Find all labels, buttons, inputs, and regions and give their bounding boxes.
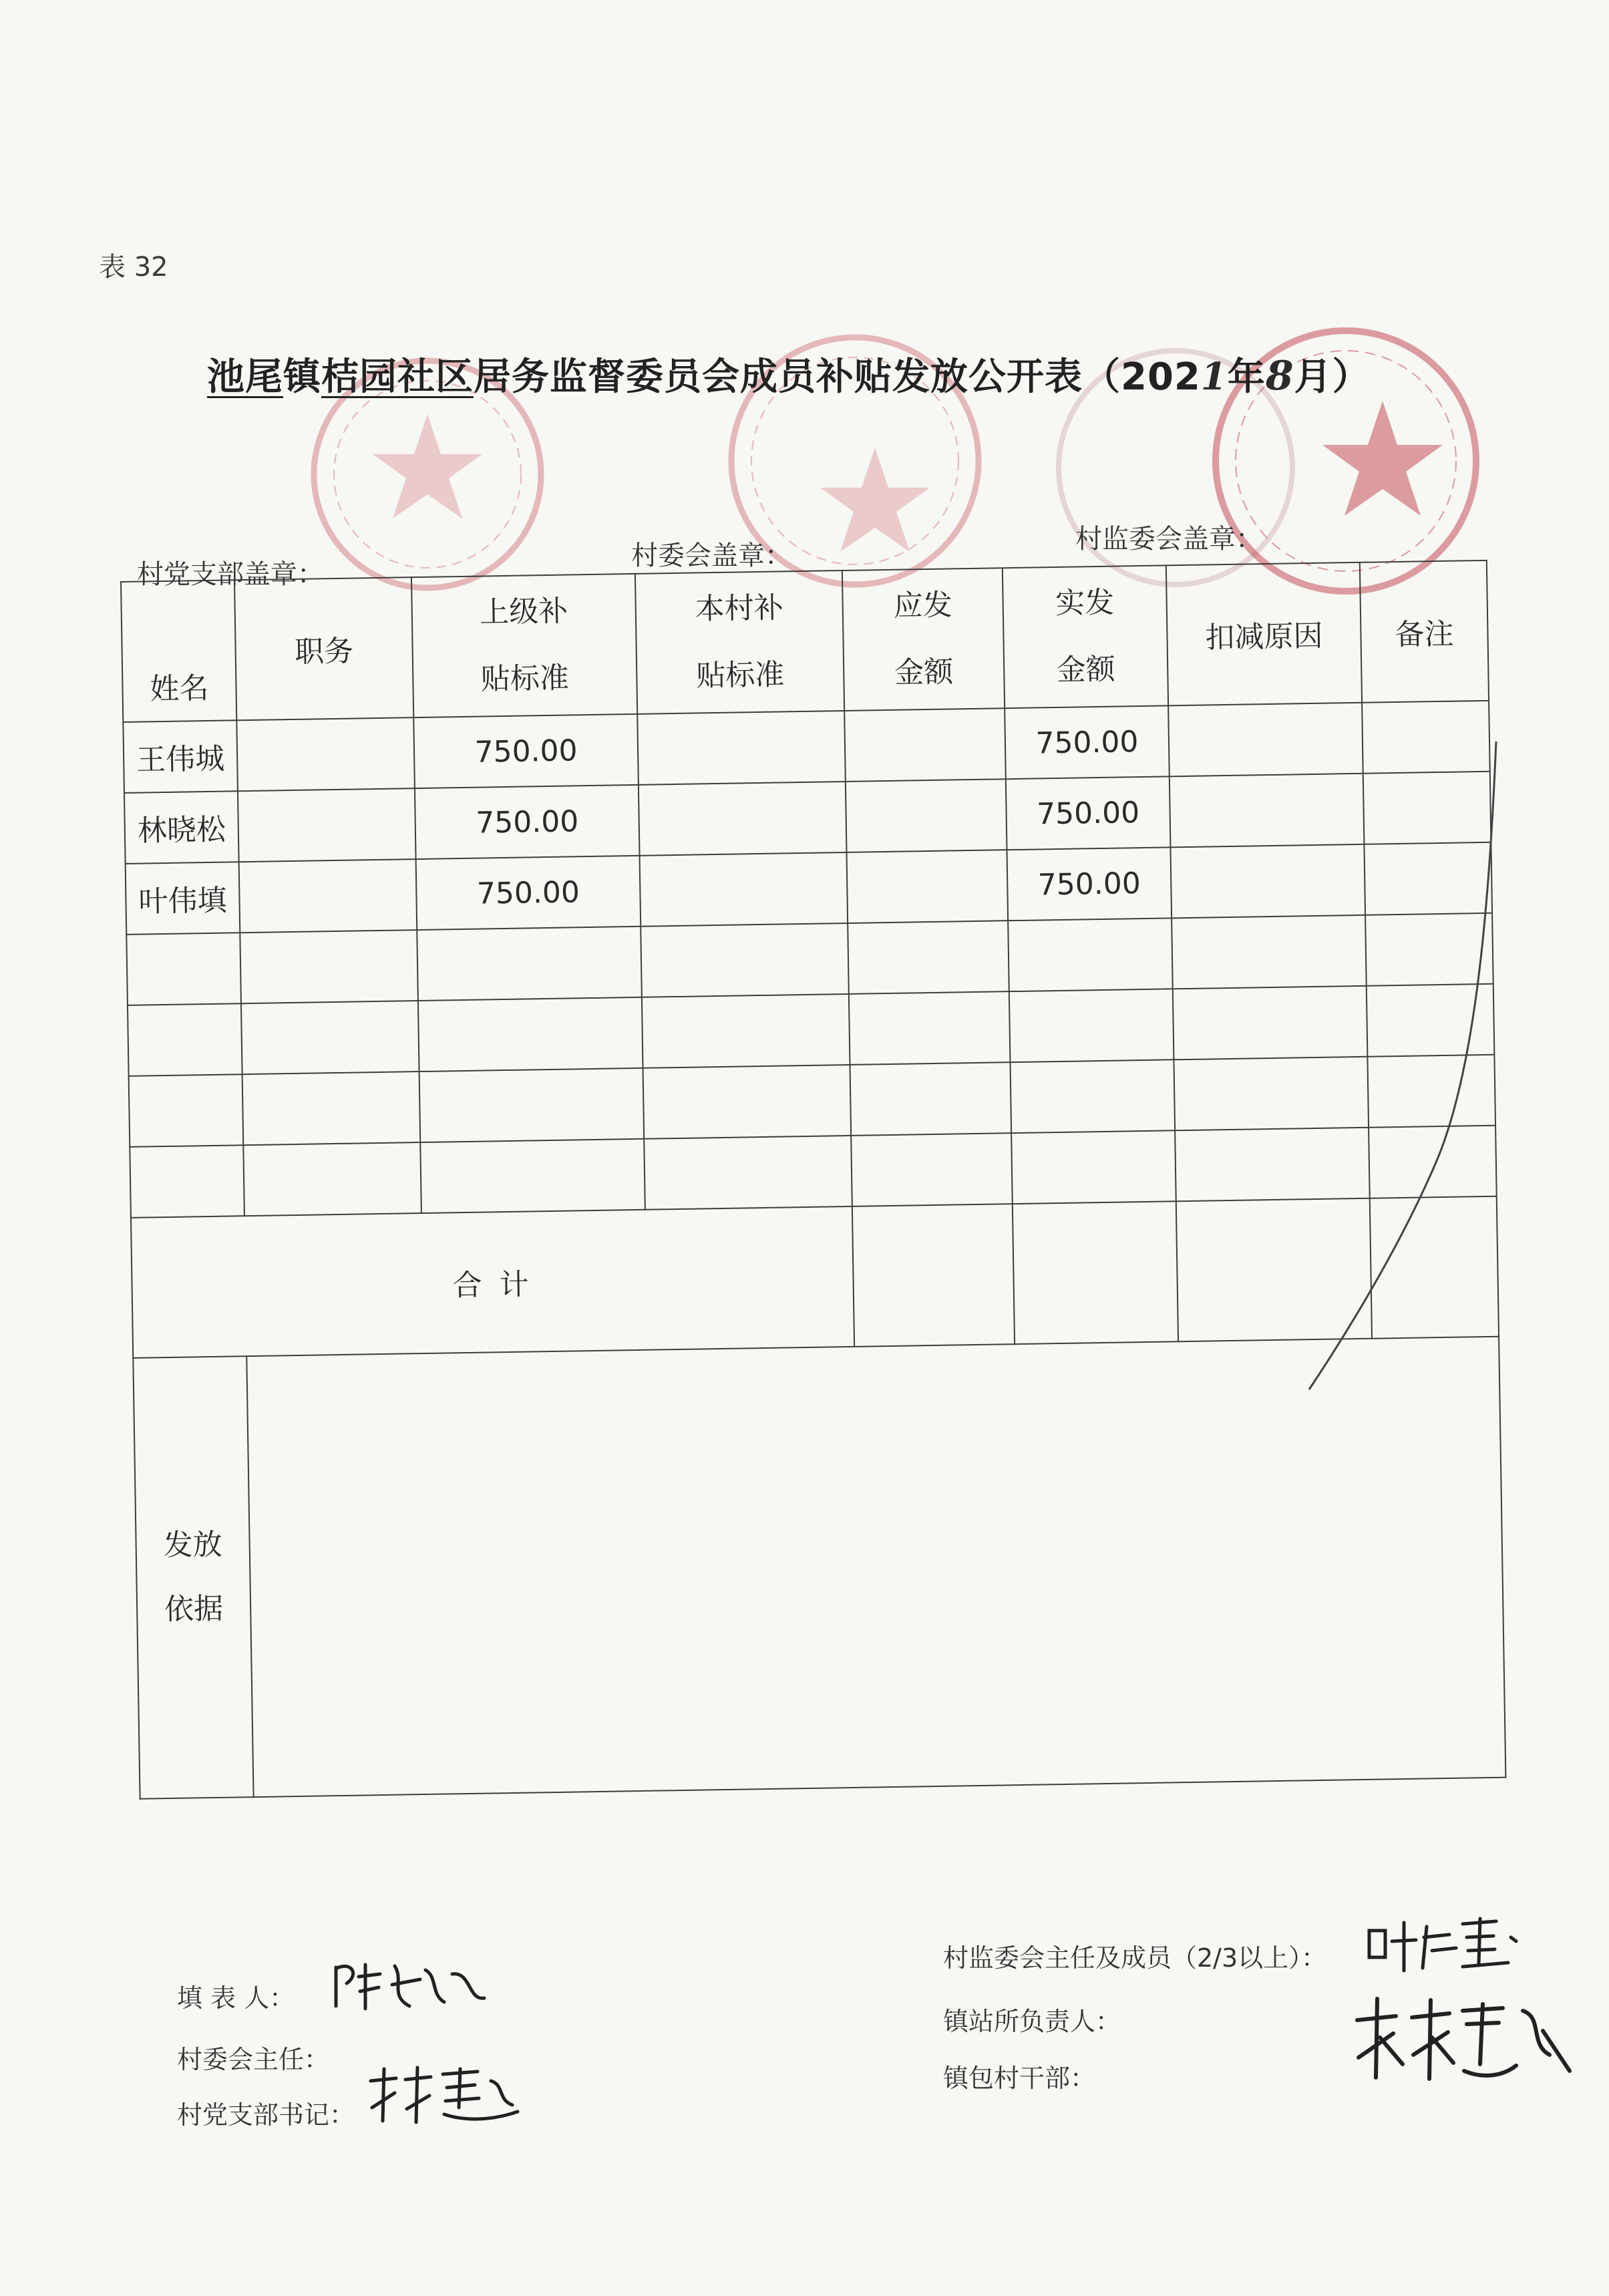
- header-actual-line1: 实发: [1055, 585, 1115, 621]
- row-actual: 750.00: [1006, 776, 1171, 850]
- row-village-std: [640, 852, 848, 927]
- supervisors-signature-1: [1363, 1911, 1523, 1977]
- committee-seal-label: 村委会盖章：: [631, 540, 791, 571]
- table-header-row: [121, 560, 1489, 722]
- header-village-std: [635, 570, 844, 714]
- filler-label: 填 表 人：: [177, 1983, 295, 2013]
- page-title: [207, 347, 1371, 401]
- basis-label-line2: 依据: [164, 1591, 224, 1627]
- row-upper-std: 750.00: [416, 856, 641, 930]
- header-village-std-line1: 本村补: [695, 591, 784, 627]
- row-village-std: [639, 782, 847, 856]
- header-actual-line2: 金额: [1056, 652, 1116, 687]
- header-position: 职务: [234, 577, 413, 720]
- header-upper-std-line1: 上级补: [479, 594, 568, 630]
- pen-mark: [1296, 735, 1509, 1403]
- total-label: 合 计: [131, 1206, 854, 1358]
- basis-row: [133, 1337, 1505, 1799]
- header-name: 姓名: [121, 580, 236, 722]
- title-month: 8: [1265, 353, 1294, 399]
- filler-signature: [331, 1954, 491, 2014]
- title-town: 池尾: [207, 355, 283, 399]
- header-remark: 备注: [1360, 560, 1489, 703]
- row-name: 林晓松: [124, 791, 239, 864]
- total-row: [131, 1196, 1499, 1358]
- basis-label: [133, 1356, 253, 1799]
- title-year-char: 年: [1227, 355, 1266, 399]
- row-due: [844, 708, 1006, 782]
- secretary-signature: [364, 2061, 524, 2128]
- party-seal-label: 村党支部盖章：: [137, 559, 324, 590]
- cadre-label: 镇包村干部：: [943, 2064, 1096, 2093]
- header-upper-std: [411, 574, 637, 717]
- title-community: 桔园社区: [321, 355, 474, 399]
- title-year-digit: 1: [1200, 355, 1228, 399]
- row-due: [846, 779, 1007, 852]
- row-actual: 750.00: [1005, 705, 1170, 779]
- row-actual: 750.00: [1007, 847, 1172, 921]
- row-due: [847, 850, 1009, 923]
- row-position: [239, 859, 417, 933]
- secretary-label: 村党支部书记：: [177, 2100, 355, 2130]
- total-due: [852, 1204, 1015, 1347]
- basis-label-line1: 发放: [163, 1527, 223, 1563]
- row-village-std: [637, 711, 846, 785]
- header-actual: [1003, 565, 1168, 708]
- director-label: 村委会主任：: [177, 2045, 330, 2074]
- row-upper-std: 750.00: [415, 785, 640, 859]
- row-upper-std: 750.00: [413, 714, 639, 788]
- header-upper-std-line2: 贴标准: [480, 661, 570, 697]
- header-due-line2: 金额: [894, 655, 954, 690]
- title-rest: 居务监督委员会成员补贴发放公开表（202: [474, 355, 1201, 399]
- form-number: 表 32: [99, 252, 168, 283]
- title-end: 月）: [1294, 355, 1371, 399]
- row-name: 叶伟填: [126, 862, 240, 935]
- title-after-town: 镇: [283, 355, 321, 399]
- row-name: 王伟城: [123, 720, 238, 793]
- row-position: [236, 717, 415, 791]
- supervisors-label: 村监委会主任及成员（2/3以上）：: [943, 1943, 1327, 1973]
- supervision-seal-label: 村监委会盖章：: [1075, 524, 1262, 554]
- row-position: [238, 788, 416, 862]
- header-due: [842, 568, 1005, 711]
- basis-content: [246, 1337, 1505, 1797]
- header-deduct-reason: 扣减原因: [1166, 562, 1362, 706]
- header-village-std-line2: 贴标准: [695, 657, 785, 693]
- header-due-line1: 应发: [893, 588, 953, 623]
- total-actual: [1013, 1201, 1178, 1344]
- station-label: 镇站所负责人：: [943, 2007, 1121, 2036]
- supervisors-signature-2: [1349, 1991, 1576, 2091]
